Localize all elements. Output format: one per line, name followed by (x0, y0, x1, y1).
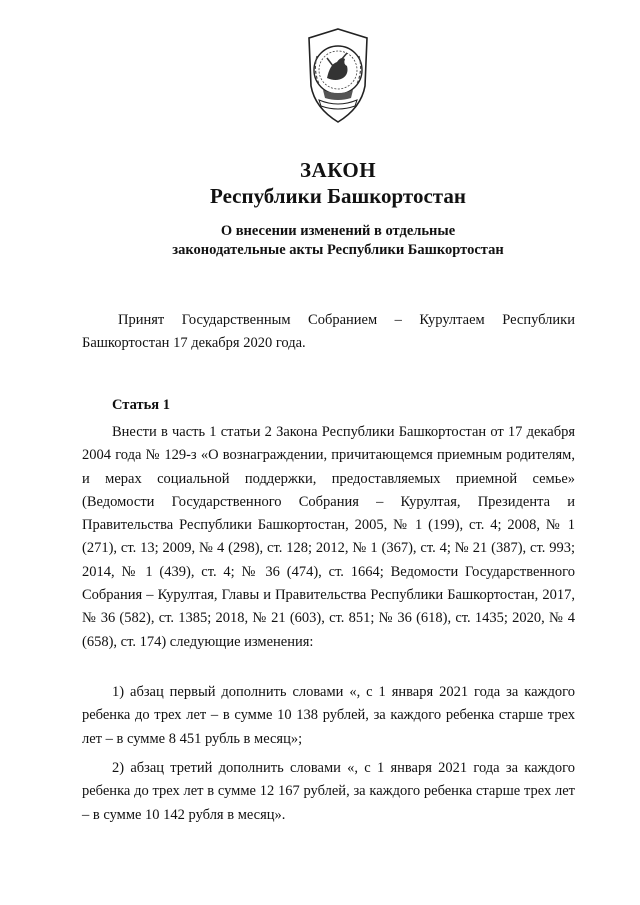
law-subject-line: О внесении изменений в отдельные (220, 223, 456, 239)
article-heading: Статья 1 (112, 397, 170, 413)
document-title: ЗАКОН (299, 158, 377, 182)
article-item: 2) абзац третий дополнить словами «, с 1 января 2021 года за каждого ребенка до трех лет в сумме 12 167 рублей, за каждого ребенка старше трех лет – в сумме 10 142 рубля в месяц». (82, 760, 575, 823)
article-item: 1) абзац первый дополнить словами «, с 1 января 2021 года за каждого ребенка до трех лет – в сумме 10 138 рублей, за каждого ребенка старше трех лет – в сумме 8 451 рубль в месяц»; (82, 684, 575, 747)
adoption-statement: Принят Государственным Собранием – Курултаем Республики Башкортостан 17 декабря 2020 года. (82, 312, 575, 352)
article-paragraph: Внести в часть 1 статьи 2 Закона Республики Башкортостан от 17 декабря 2004 года № 129-з «О вознаграждении, причитающемся приемным родителям, и мерах социальной поддержки, предоставляемых приемной семье» (Ведомости Государственного Собрания – Курултая, Президента и Правительства Республики Башкортостан, 2005, № 1 (199), ст. 4; 2008, № 1 (271), ст. 13; 2009, № 4 (298), ст. 128; 2012, № 1 (367), ст. 4; № 21 (387), ст. 993; 2014, № 1 (439), ст. 4; № 36 (474), ст. 1664; Ведомости Государственного Собрания – Курултая, Главы и Правительства Республики Башкортостан, 2017, № 36 (582), ст. 1385; 2018, № 21 (603), ст. 851; № 36 (618), ст. 1435; 2020, № 4 (658), ст. 174) следующие изменения: (82, 424, 575, 650)
law-subject-line: законодательные акты Республики Башкортостан (172, 242, 504, 258)
document-issuer: Республики Башкортостан (210, 184, 466, 208)
coat-of-arms-icon (303, 26, 373, 126)
law-subject (0, 222, 640, 260)
